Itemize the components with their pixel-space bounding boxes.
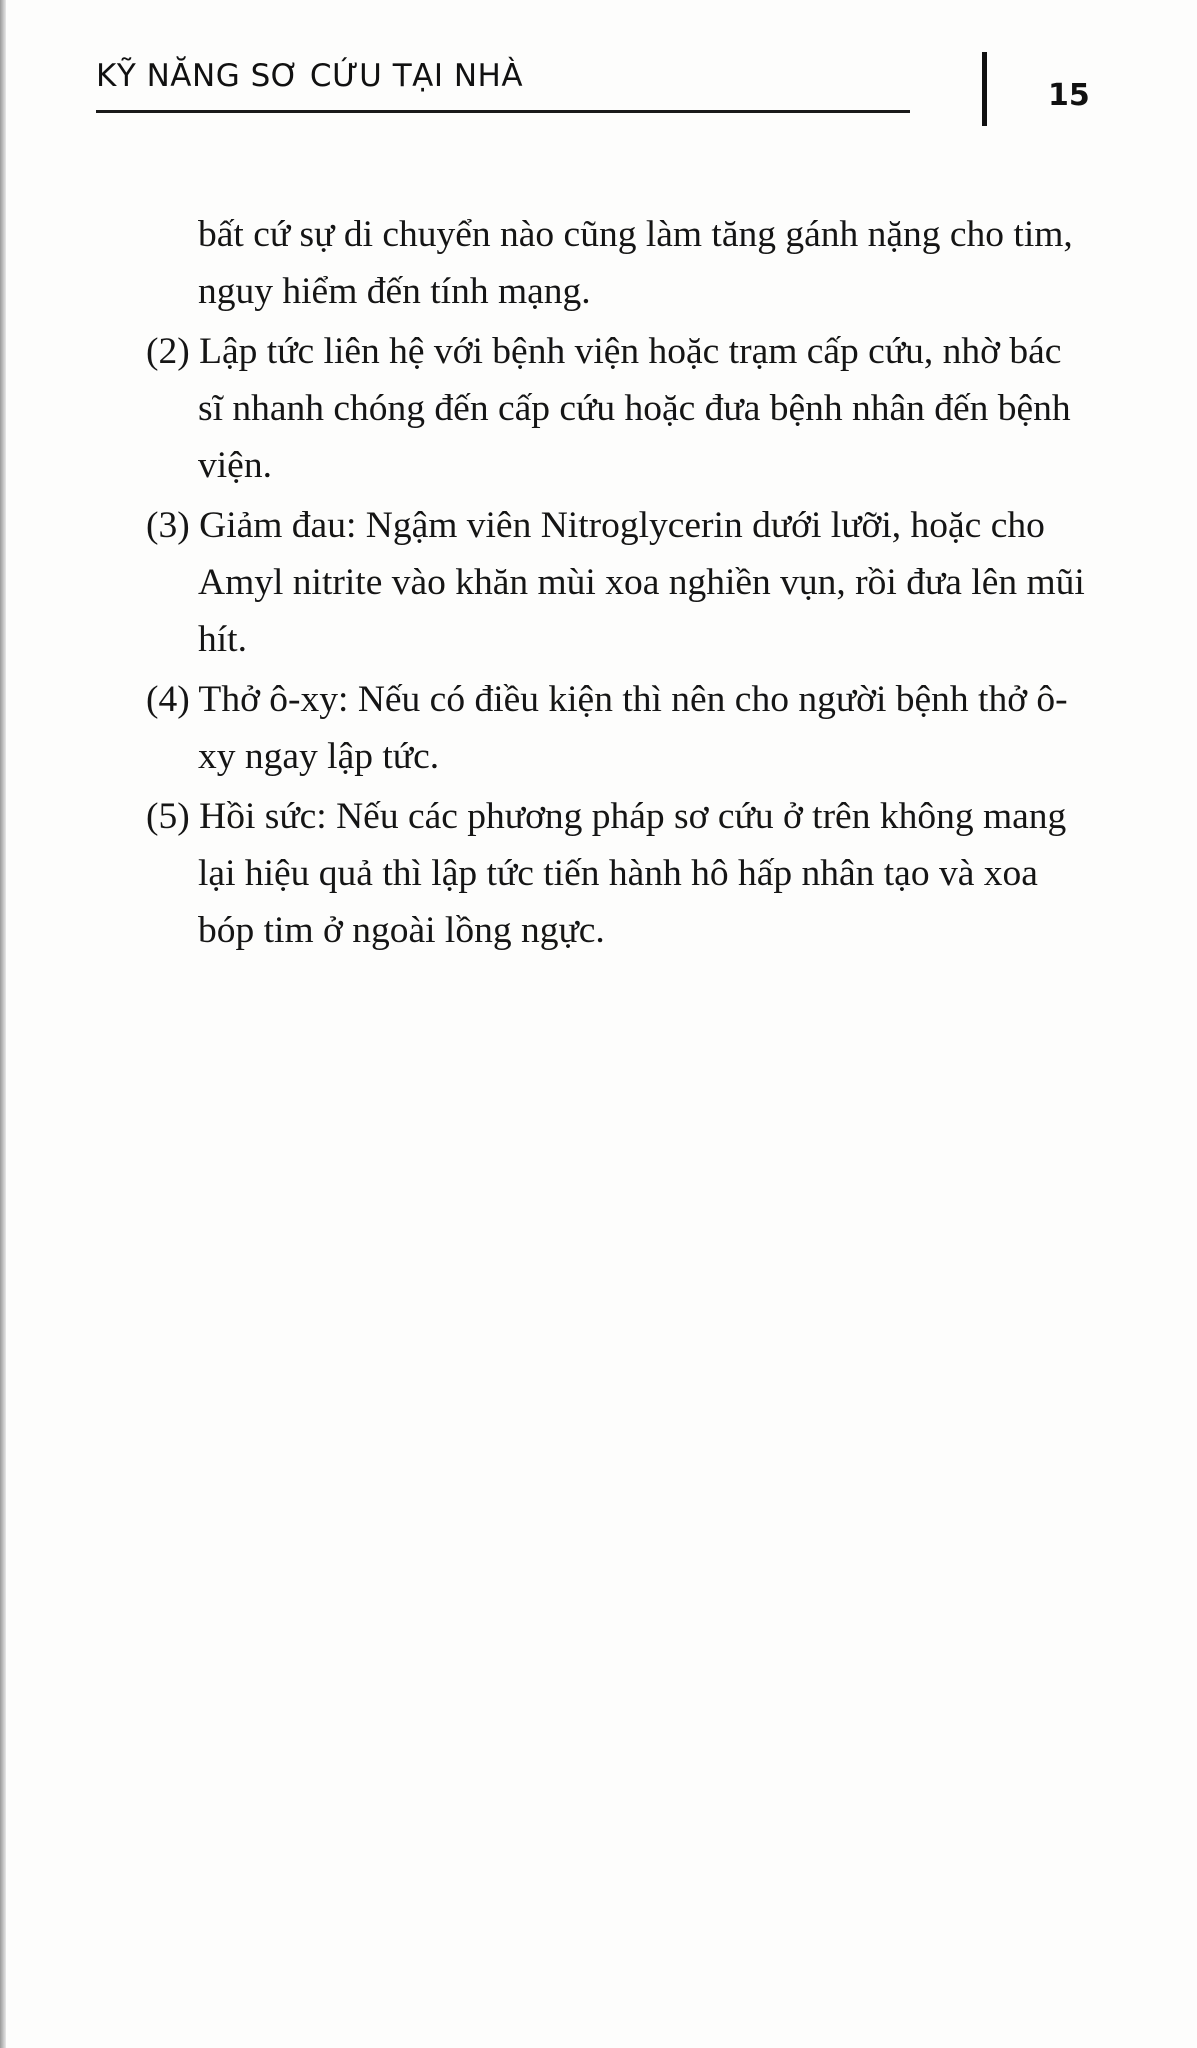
list-item-text: Thở ô-xy: Nếu có điều kiện thì nên cho người bệnh thở ô-xy ngay lập tức.: [189, 679, 1068, 777]
list-item-number: (4): [146, 679, 190, 720]
body-text: [146, 206, 1086, 962]
list-item-text: Giảm đau: Ngậm viên Nitroglycerin dưới lưỡi, hoặc cho Amyl nitrite vào khăn mùi xoa nghiền vụn, rồi đưa lên mũi hít.: [189, 505, 1085, 660]
list-item: [146, 788, 1086, 959]
list-item-number: (5): [146, 796, 190, 837]
running-header-title: KỸ NĂNG SƠ CỨU TẠI NHÀ: [96, 58, 524, 94]
list-item-text: Lập tức liên hệ với bệnh viện hoặc trạm cấp cứu, nhờ bác sĩ nhanh chóng đến cấp cứu hoặc đưa bệnh nhân đến bệnh viện.: [189, 331, 1071, 486]
page-binding-edge: [0, 0, 6, 2048]
header-divider-bar: [982, 52, 987, 126]
continuation-paragraph: bất cứ sự di chuyển nào cũng làm tăng gánh nặng cho tim, nguy hiểm đến tính mạng.: [198, 214, 1073, 312]
list-item-number: (3): [146, 505, 190, 546]
list-item: [146, 323, 1086, 494]
list-item: [146, 497, 1086, 668]
list-item-number: (2): [146, 331, 190, 372]
header-rule: [96, 110, 910, 113]
list-item: [146, 671, 1086, 785]
list-item-text: Hồi sức: Nếu các phương pháp sơ cứu ở trên không mang lại hiệu quả thì lập tức tiến hành hô hấp nhân tạo và xoa bóp tim ở ngoài lồng ngực.: [189, 796, 1067, 951]
page-number: 15: [1048, 78, 1090, 113]
